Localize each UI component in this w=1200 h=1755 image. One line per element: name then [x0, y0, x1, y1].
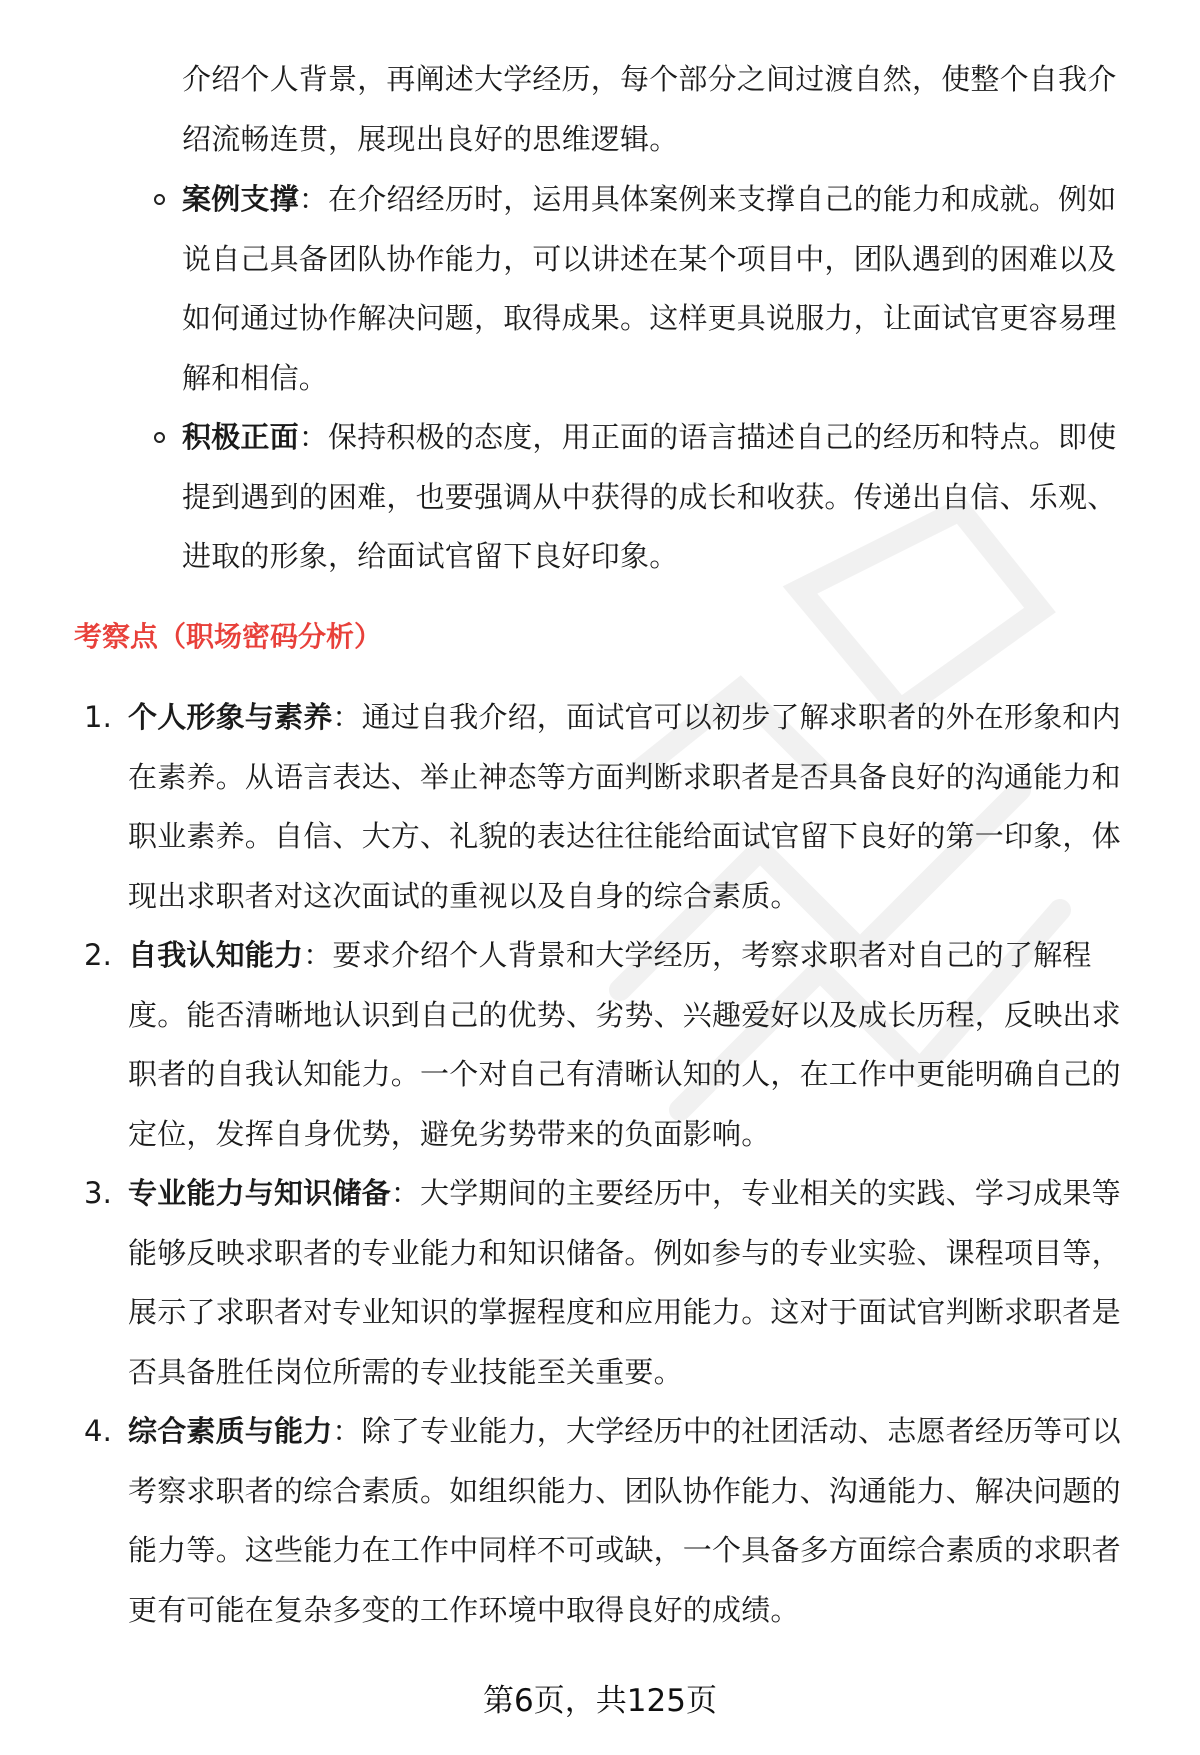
- point-text: ：要求介绍个人背景和大学经历，考察求职者对自己的了解程度。能否清晰地认识到自己的优势、劣势、兴趣爱好以及成长历程，反映出求职者的自我认知能力。一个对自己有清晰认知的人，在工作中更能明确自己的定位，发挥自身优势，避免劣势带来的负面影响。: [128, 938, 1121, 1151]
- continuation-paragraph: 介绍个人背景，再阐述大学经历，每个部分之间过渡自然，使整个自我介绍流畅连贯，展现出良好的思维逻辑。: [182, 62, 1117, 156]
- point-text: ：大学期间的主要经历中，专业相关的实践、学习成果等能够反映求职者的专业能力和知识储备。例如参与的专业实验、课程项目等，展示了求职者对专业知识的掌握程度和应用能力。这对于面试官判断求职者是否具备胜任岗位所需的专业技能至关重要。: [128, 1176, 1121, 1389]
- list-item: [74, 688, 1142, 926]
- point-label: 专业能力与知识储备: [128, 1176, 391, 1210]
- item-number: 4.: [84, 1414, 113, 1448]
- bullet-circle-icon: [154, 432, 165, 443]
- bullet-label: 案例支撑: [182, 182, 299, 216]
- bullet-circle-icon: [154, 194, 165, 205]
- list-item: [74, 926, 1142, 1164]
- item-number: 2.: [84, 938, 113, 972]
- assessment-points-list: [74, 688, 1142, 1640]
- point-label: 综合素质与能力: [128, 1414, 333, 1448]
- page-number-footer: 第6页，共125页: [483, 1683, 717, 1719]
- point-text: ：除了专业能力，大学经历中的社团活动、志愿者经历等可以考察求职者的综合素质。如组织能力、团队协作能力、沟通能力、解决问题的能力等。这些能力在工作中同样不可或缺，一个具备多方面综合素质的求职者更有可能在复杂多变的工作环境中取得良好的成绩。: [128, 1414, 1121, 1627]
- item-number: 3.: [84, 1176, 113, 1210]
- list-item: [140, 408, 1142, 587]
- point-label: 个人形象与素养: [128, 700, 333, 734]
- bullet-text: ：保持积极的态度，用正面的语言描述自己的经历和特点。即使提到遇到的困难，也要强调从中获得的成长和收获。传递出自信、乐观、进取的形象，给面试官留下良好印象。: [182, 420, 1117, 573]
- list-item: [74, 1402, 1142, 1640]
- item-number: 1.: [84, 700, 113, 734]
- list-item: [140, 170, 1142, 408]
- bullet-text: ：在介绍经历时，运用具体案例来支撑自己的能力和成就。例如说自己具备团队协作能力，可以讲述在某个项目中，团队遇到的困难以及如何通过协作解决问题，取得成果。这样更具说服力，让面试官更容易理解和相信。: [182, 182, 1117, 395]
- point-label: 自我认知能力: [128, 938, 304, 972]
- tips-list: [140, 170, 1142, 587]
- bullet-label: 积极正面: [182, 420, 299, 454]
- point-text: ：通过自我介绍，面试官可以初步了解求职者的外在形象和内在素养。从语言表达、举止神态等方面判断求职者是否具备良好的沟通能力和职业素养。自信、大方、礼貌的表达往往能给面试官留下良好的第一印象，体现出求职者对这次面试的重视以及自身的综合素质。: [128, 700, 1121, 913]
- section-title: 考察点（职场密码分析）: [74, 620, 383, 653]
- list-item: [74, 1164, 1142, 1402]
